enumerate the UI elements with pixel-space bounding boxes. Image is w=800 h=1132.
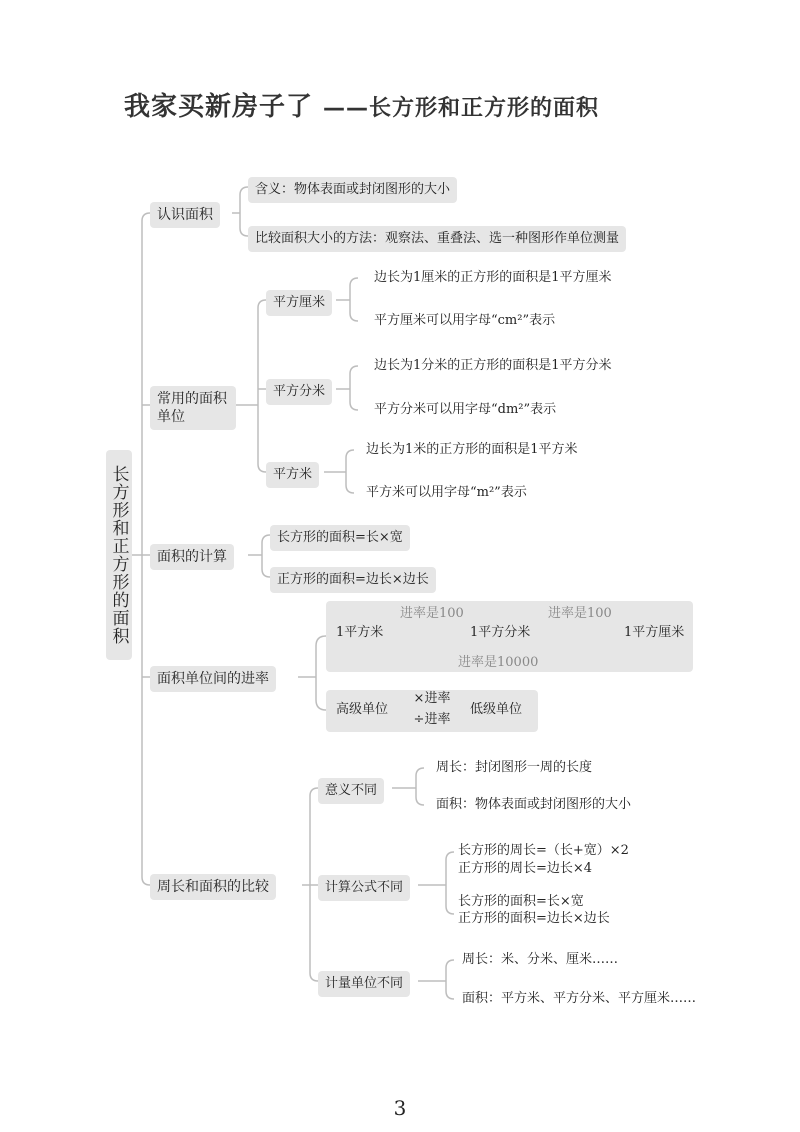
diff-units: 计量单位不同 [318,971,410,997]
perimeter-meaning: 周长：封闭图形一周的长度 [436,760,593,775]
rect-area-formula: 长方形的面积=长×宽 [270,525,410,551]
area-meaning: 含义：物体表面或封闭图形的大小 [248,177,457,203]
diff-meaning: 意义不同 [318,778,384,804]
page-number: 3 [393,1096,407,1120]
unit-1-sq-m: 1平方米 [336,625,384,640]
rate-dm-cm: 进率是100 [548,606,612,621]
high-unit-label: 高级单位 [336,702,389,717]
square-area-formula: 正方形的面积=边长×边长 [270,567,436,593]
node-common-units: 常用的面积单位 [150,386,236,430]
root-node: 长方形和正方形的面积 [106,450,132,660]
rate-m-cm: 进率是10000 [458,655,539,670]
node-unit-conversion: 面积单位间的进率 [150,666,276,692]
sq-dm-symbol: 平方分米可以用字母“dm²”表示 [374,402,557,417]
node-area-concept: 认识面积 [150,202,220,228]
sq-dm-definition: 边长为1分米的正方形的面积是1平方分米 [374,358,612,373]
square-area-formula-2: 正方形的面积=边长×边长 [458,911,610,926]
unit-1-sq-cm: 1平方厘米 [624,625,685,640]
unit-sq-m: 平方米 [266,462,319,488]
unit-sq-dm: 平方分米 [266,379,332,405]
node-perimeter-vs-area: 周长和面积的比较 [150,874,276,900]
square-perimeter-formula: 正方形的周长=边长×4 [458,861,593,876]
rect-area-formula-2: 长方形的面积=长×宽 [458,894,584,909]
rate-m-dm: 进率是100 [400,606,464,621]
unit-sq-cm: 平方厘米 [266,290,332,316]
sq-m-definition: 边长为1米的正方形的面积是1平方米 [366,442,578,457]
title-main: 我家买新房子了 [124,92,314,122]
perimeter-units: 周长：米、分米、厘米…… [462,952,619,967]
sq-cm-definition: 边长为1厘米的正方形的面积是1平方厘米 [374,270,612,285]
unit-1-sq-dm: 1平方分米 [470,625,531,640]
title-sub: ——长方形和正方形的面积 [323,96,600,121]
diff-formula: 计算公式不同 [318,875,410,901]
area-compare-method: 比较面积大小的方法：观察法、重叠法、选一种图形作单位测量 [248,226,626,252]
divide-rate: ÷进率 [413,712,451,727]
area-meaning-2: 面积：物体表面或封闭图形的大小 [436,797,632,812]
area-units: 面积：平方米、平方分米、平方厘米…… [462,991,697,1006]
sq-cm-symbol: 平方厘米可以用字母“cm²”表示 [374,313,556,328]
sq-m-symbol: 平方米可以用字母“m²”表示 [366,485,527,500]
multiply-rate: ×进率 [413,691,451,706]
rect-perimeter-formula: 长方形的周长=（长+宽）×2 [458,843,629,858]
low-unit-label: 低级单位 [470,702,523,717]
node-area-calc: 面积的计算 [150,544,234,570]
